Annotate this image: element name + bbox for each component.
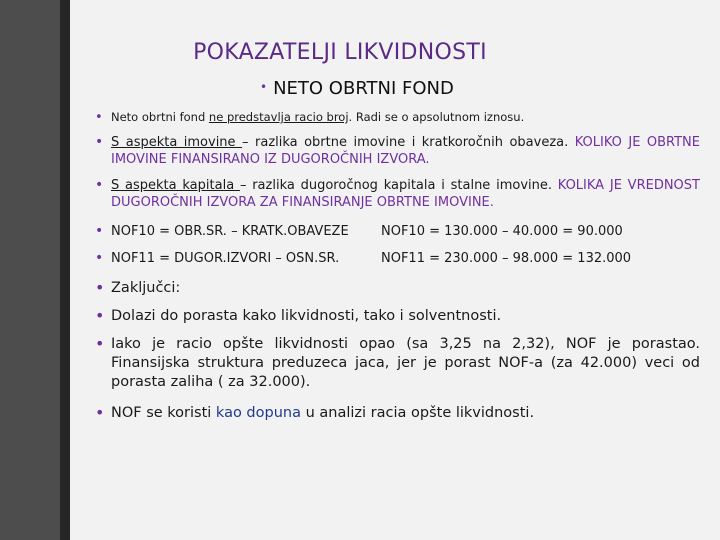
list-item <box>95 404 700 423</box>
item-text-highlight: KOLIKO JE OBRTNE IMOVINE FINANSIRANO IZ DUGOROČNIH IZVORA. <box>111 135 700 167</box>
list-item <box>95 134 700 168</box>
bullet-icon: • <box>95 306 105 325</box>
bullet-icon: • <box>95 334 105 353</box>
slide-title: POKAZATELJI LIKVIDNOSTI <box>193 40 487 65</box>
list-item <box>95 279 700 298</box>
bullet-icon: • <box>95 177 104 193</box>
formula-calculation: NOF10 = 130.000 – 40.000 = 90.000 <box>381 224 623 239</box>
item-text-underlined: ne predstavlja racio broj <box>208 110 349 124</box>
left-decorative-band <box>0 0 60 540</box>
item-text: Neto obrtni fond <box>111 110 209 124</box>
bullet-list <box>95 100 700 423</box>
left-decorative-band-accent <box>60 0 70 540</box>
item-text: u analizi racia opšte likvidnosti. <box>300 405 535 421</box>
formula-text: NOF11 = DUGOR.IZVORI – OSN.SR. <box>111 251 340 266</box>
subtitle-text: NETO OBRTNI FOND <box>273 78 454 99</box>
item-text: Zaključci: <box>111 280 181 296</box>
bullet-icon: • <box>95 223 104 239</box>
formula-text: NOF10 = OBR.SR. – KRATK.OBAVEZE <box>111 224 349 239</box>
item-text-underlined: S aspekta imovine <box>111 135 243 150</box>
slide <box>70 0 720 540</box>
bullet-icon: • <box>95 134 104 150</box>
list-item <box>95 177 700 211</box>
slide-subtitle <box>260 78 454 99</box>
list-item <box>95 335 700 392</box>
list-item <box>95 307 700 326</box>
bullet-icon: • <box>95 250 104 266</box>
bullet-icon: • <box>95 110 103 125</box>
bullet-icon: • <box>95 403 105 422</box>
item-text: NOF se koristi <box>111 405 216 421</box>
item-text: Dolazi do porasta kako likvidnosti, tako i solventnosti. <box>111 308 502 324</box>
formula-calculation: NOF11 = 230.000 – 98.000 = 132.000 <box>381 251 632 266</box>
formula-row <box>95 250 700 267</box>
list-item <box>95 110 700 125</box>
item-text: – razlika dugoročnog kapitala i stalne imovine. <box>239 178 558 193</box>
item-text: Iako je racio opšte likvidnosti opao (sa 3,25 na 2,32), NOF je porastao. Finansijska struktura preduzeca jaca, jer je porast NOF-a (za 42.000) veci od porasta zaliha ( za 32.000). <box>111 336 700 390</box>
bullet-icon: • <box>95 278 105 297</box>
item-text: . Radi se o apsolutnom iznosu. <box>348 110 525 124</box>
item-text: – razlika obrtne imovine i kratkoročnih obaveza. <box>242 135 575 150</box>
item-text-highlight: KOLIKA JE VREDNOST DUGOROČNIH IZVORA ZA FINANSIRANJE OBRTNE IMOVINE. <box>111 178 700 210</box>
formula-row <box>95 223 700 240</box>
item-text-highlight: kao dopuna <box>215 405 301 421</box>
subtitle-bullet: • <box>260 80 268 94</box>
item-text-underlined: S aspekta kapitala <box>111 178 240 193</box>
